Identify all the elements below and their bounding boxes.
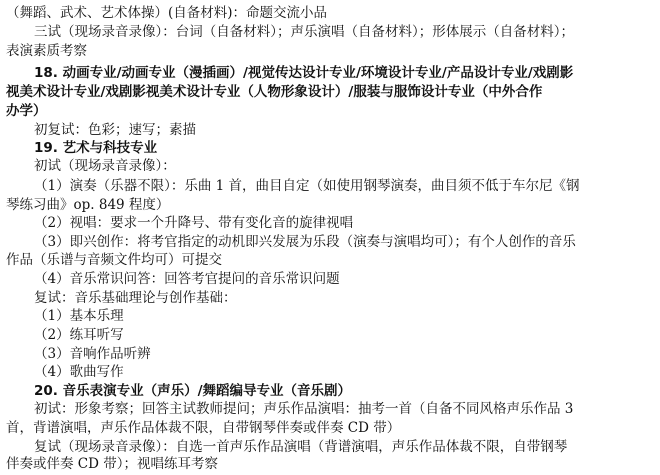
text-line: 初复试：色彩；速写；素描 [34, 122, 196, 138]
list-item: （2）练耳听写 [34, 327, 124, 343]
text-line: （舞蹈、武术、艺术体操）(自备材料)：命题交流小品 [6, 5, 328, 21]
text-line: （1）演奏（乐器不限）：乐曲 1 首，曲目自定（如使用钢琴演奏，曲目须不低于车尔尼《钢 [34, 178, 580, 194]
section-heading-18-cont: 视美术设计专业/戏剧影视美术设计专业（人物形象设计）/服装与服饰设计专业（中外合作 [6, 84, 543, 100]
section-heading-18-cont: 办学） [6, 103, 47, 119]
section-heading-20: 20. 音乐表演专业（声乐）/舞蹈编导专业（音乐剧） [34, 383, 352, 399]
text-line: 初试（现场录音录像）： [34, 158, 176, 174]
list-item: （3）音响作品听辨 [34, 346, 151, 362]
text-line: （2）视唱：要求一个升降号、带有变化音的旋律视唱 [34, 215, 354, 231]
text-line: 首，背谱演唱，声乐作品体裁不限，自带钢琴伴奏或伴奏 CD 带） [6, 420, 401, 436]
text-line: 伴奏或伴奏 CD 带）；视唱练耳考察 [6, 456, 218, 472]
text-line: 复试（现场录音录像）：自选一首声乐作品演唱（背谱演唱，声乐作品体裁不限，自带钢琴 [34, 439, 568, 455]
text-line: （4）音乐常识问答：回答考官提问的音乐常识问题 [34, 271, 340, 287]
text-line: 琴练习曲》op. 849 程度） [6, 197, 170, 213]
text-line: 复试：音乐基础理论与创作基础： [34, 290, 237, 306]
text-line: 三试（现场录音录像）：台词（自备材料）；声乐演唱（自备材料）；形体展示（自备材料）； [34, 24, 574, 40]
text-line: 表演素质考察 [6, 43, 87, 59]
text-line: （3）即兴创作：将考官指定的动机即兴发展为乐段（演奏与演唱均可）；有个人创作的音乐 [34, 234, 576, 250]
list-item: （1）基本乐理 [34, 308, 124, 324]
list-item: （4）歌曲写作 [34, 364, 124, 380]
section-heading-19: 19. 艺术与科技专业 [34, 140, 158, 156]
text-line: 初试：形象考察；回答主试教师提问；声乐作品演唱：抽考一首（自备不同风格声乐作品 3 [34, 401, 574, 417]
section-heading-18: 18. 动画专业/动画专业（漫插画）/视觉传达设计专业/环境设计专业/产品设计专业/戏剧影 [34, 65, 574, 81]
text-line: 作品（乐谱与音频文件均可）可提交 [6, 252, 222, 268]
